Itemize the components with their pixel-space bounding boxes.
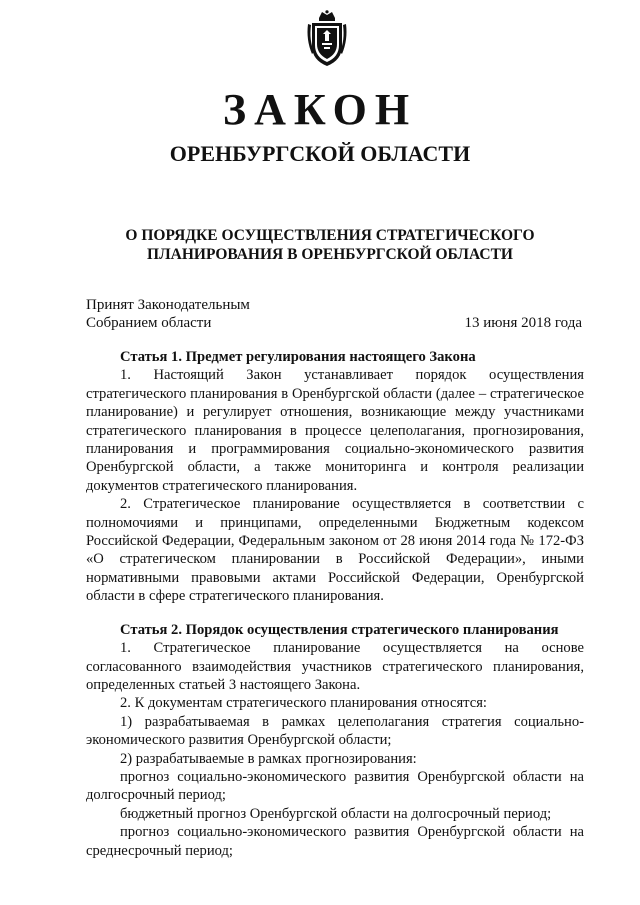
list-item: бюджетный прогноз Оренбургской области на долгосрочный период;: [120, 805, 552, 822]
adoption-info: [86, 296, 250, 332]
document-subtitle: ОРЕНБУРГСКОЙ ОБЛАСТИ: [169, 141, 471, 166]
adoption-line: Собранием области: [86, 315, 212, 331]
law-body: [86, 348, 584, 860]
list-item: 1) разрабатываемая в рамках целеполагания стратегия социально-экономического развития Оренбургской области;: [86, 713, 584, 749]
paragraph: 2. Стратегическое планирование осуществляется в соответствии с полномочиями и принципами, определенными Бюджетным кодексом Российской Федерации, Федеральным законом от 28 июня 2014 года № 172-ФЗ «О стратегическом планировании в Российской Федерации», иными нормативными правовыми актами Российской Федерации, Оренбургской области в сфере стратегического планирования.: [86, 496, 584, 605]
paragraph: 1. Настоящий Закон устанавливает порядок осуществления стратегического планирования в Оренбургской области (далее – стратегическое планирование) и регулирует отношения, возникающие между участниками стратегического планирования в процессе целеполагания, прогнозирования, планирования и программирования социально-экономического развития Оренбургской области, а также мониторинга и контроля реализации документов стратегического планирования.: [86, 367, 584, 494]
law-title-line: ПЛАНИРОВАНИЯ В ОРЕНБУРГСКОЙ ОБЛАСТИ: [147, 246, 513, 263]
coat-of-arms-icon: [304, 10, 350, 68]
law-title: [110, 226, 550, 264]
law-title-line: О ПОРЯДКЕ ОСУЩЕСТВЛЕНИЯ СТРАТЕГИЧЕСКОГО: [125, 227, 535, 244]
article-heading: Статья 2. Порядок осуществления стратегического планирования: [120, 621, 559, 638]
list-item: 2) разрабатываемые в рамках прогнозирования:: [120, 750, 417, 767]
paragraph: 2. К документам стратегического планирования относятся:: [120, 695, 487, 712]
spacer: [86, 606, 584, 621]
list-item: прогноз социально-экономического развития Оренбургской области на долгосрочный период;: [86, 768, 584, 804]
adoption-line: Принят Законодательным: [86, 297, 250, 313]
article-heading: Статья 1. Предмет регулирования настоящего Закона: [120, 349, 476, 365]
list-item: прогноз социально-экономического развития Оренбургской области на среднесрочный период;: [86, 824, 584, 859]
paragraph: 1. Стратегическое планирование осуществляется на основе согласованного взаимодействия участников стратегического планирования, определенных статьей 3 настоящего Закона.: [86, 640, 584, 693]
document-title: ЗАКОН: [222, 85, 418, 134]
adoption-date: 13 июня 2018 года: [464, 315, 582, 331]
